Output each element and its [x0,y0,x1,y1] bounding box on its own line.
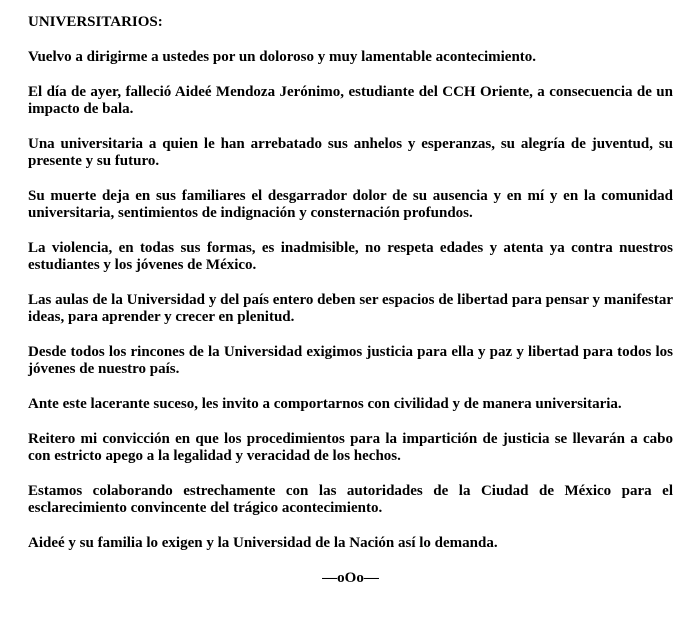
paragraph-4: Su muerte deja en sus familiares el desgarrador dolor de su ausencia y en mí y en la comunidad universitaria, sentimientos de indignación y consternación profundos. [28,188,673,221]
paragraph-9: Reitero mi convicción en que los procedimientos para la impartición de justicia se llevarán a cabo con estricto apego a la legalidad y veracidad de los hechos. [28,431,673,464]
paragraph-1: Vuelvo a dirigirme a ustedes por un doloroso y muy lamentable acontecimiento. [28,49,537,65]
paragraph-6: Las aulas de la Universidad y del país entero deben ser espacios de libertad para pensar y manifestar ideas, para aprender y crecer en plenitud. [28,292,673,325]
closing-separator: —oOo— [322,570,379,586]
paragraph-3: Una universitaria a quien le han arrebatado sus anhelos y esperanzas, su alegría de juventud, su presente y su futuro. [28,136,673,169]
paragraph-7: Desde todos los rincones de la Universidad exigimos justicia para ella y paz y libertad para todos los jóvenes de nuestro país. [28,344,673,377]
paragraph-8: Ante este lacerante suceso, les invito a comportarnos con civilidad y de manera universitaria. [28,396,622,412]
paragraph-5: La violencia, en todas sus formas, es inadmisible, no respeta edades y atenta ya contra nuestros estudiantes y los jóvenes de México. [28,240,673,273]
paragraph-11: Aideé y su familia lo exigen y la Universidad de la Nación así lo demanda. [28,535,498,551]
paragraph-10: Estamos colaborando estrechamente con las autoridades de la Ciudad de México para el esclarecimiento convincente del trágico acontecimiento. [28,483,673,516]
paragraph-2: El día de ayer, falleció Aideé Mendoza Jerónimo, estudiante del CCH Oriente, a consecuencia de un impacto de bala. [28,84,673,117]
salutation: UNIVERSITARIOS: [28,14,163,30]
